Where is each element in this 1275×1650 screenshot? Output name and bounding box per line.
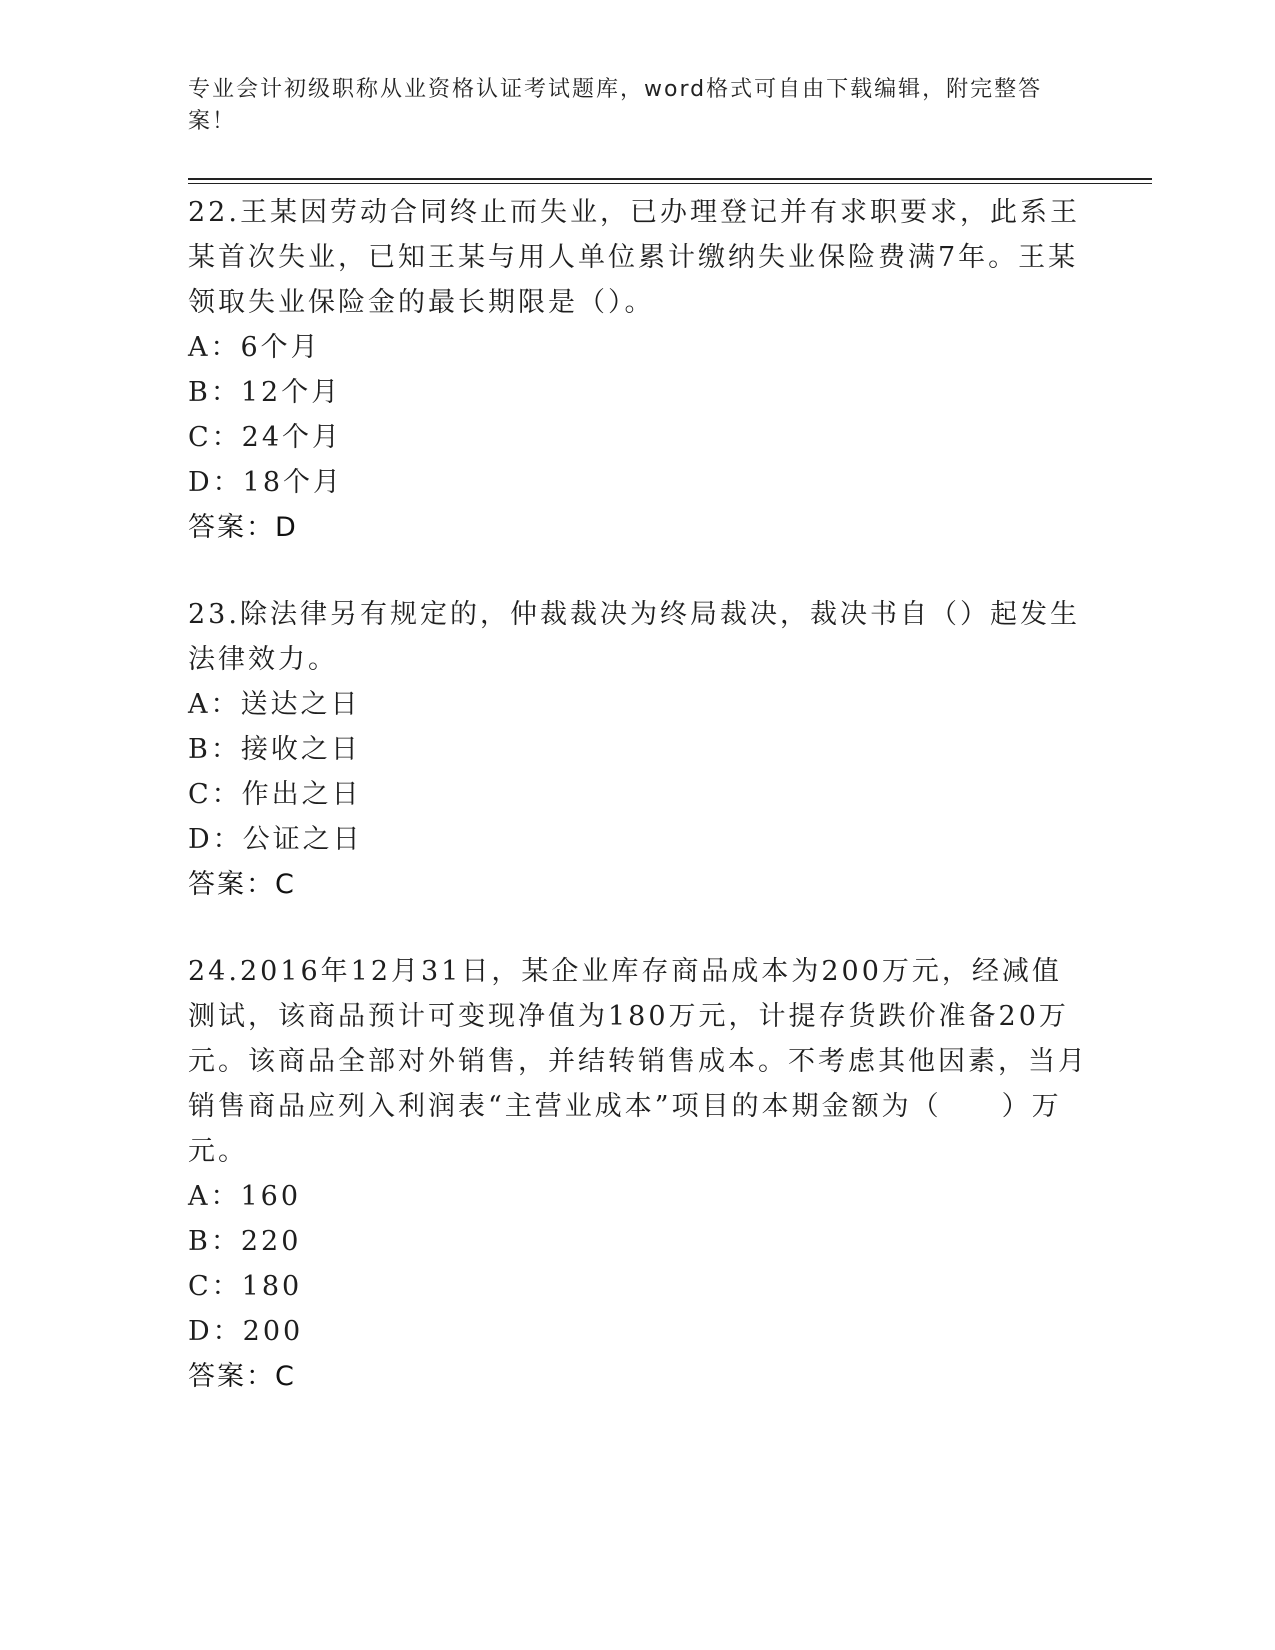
- question-24: [188, 949, 1088, 1399]
- answer: 答案：D: [188, 512, 298, 543]
- page-header: 专业会计初级职称从业资格认证考试题库，word格式可自由下载编辑，附完整答案！: [188, 77, 1043, 134]
- question-23: [188, 592, 1088, 907]
- option-b: B：12个月: [188, 377, 342, 408]
- answer: 答案：C: [188, 1361, 296, 1392]
- option-d: D：200: [188, 1316, 304, 1347]
- question-text: 22.王某因劳动合同终止而失业，已办理登记并有求职要求，此系王某首次失业，已知王某与用人单位累计缴纳失业保险费满7年。王某领取失业保险金的最长期限是（）。: [188, 197, 1080, 318]
- option-d: D：公证之日: [188, 824, 363, 855]
- option-d: D：18个月: [188, 467, 344, 498]
- question-text: 24.2016年12月31日，某企业库存商品成本为200万元，经减值测试，该商品预计可变现净值为180万元，计提存货跌价准备20万元。该商品全部对外销售，并结转销售成本。不考虑其他因素，当月销售商品应列入利润表“主营业成本”项目的本期金额为（ ）万元。: [188, 956, 1088, 1167]
- header-divider: [188, 178, 1152, 180]
- option-a: A：160: [188, 1181, 302, 1212]
- option-a: A：送达之日: [188, 689, 361, 720]
- header-divider-thin: [188, 183, 1152, 184]
- option-c: C：24个月: [188, 422, 343, 453]
- option-b: B：220: [188, 1226, 302, 1257]
- option-c: C：180: [188, 1271, 303, 1302]
- question-list: [188, 190, 1088, 1441]
- question-22: [188, 190, 1088, 550]
- question-text: 23.除法律另有规定的，仲裁裁决为终局裁决，裁决书自（）起发生法律效力。: [188, 599, 1080, 675]
- option-a: A：6个月: [188, 332, 321, 363]
- option-c: C：作出之日: [188, 779, 362, 810]
- answer: 答案：C: [188, 869, 296, 900]
- option-b: B：接收之日: [188, 734, 361, 765]
